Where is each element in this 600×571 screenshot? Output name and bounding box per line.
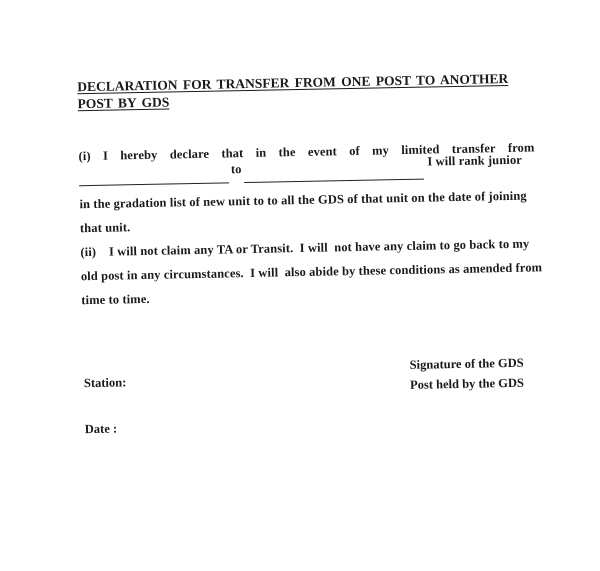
- document-title: DECLARATION FOR TRANSFER FROM ONE POST TO ANOTHER POST BY GDS: [77, 70, 509, 112]
- word: that: [221, 146, 244, 161]
- word: hereby: [120, 147, 158, 163]
- word: declare: [169, 146, 210, 162]
- word: (i): [78, 148, 91, 164]
- post-held-label: Post held by the GDS: [409, 375, 525, 392]
- paragraph-i-line-4: that unit.: [79, 220, 131, 236]
- paragraph-i-line-3: in the gradation list of new unit to to all the GDS of that unit on the date of joining: [79, 188, 527, 212]
- paragraph-ii-line-2: old post in any circumstances. I will also abide by these conditions as amended from: [80, 260, 543, 284]
- word: event: [307, 144, 337, 159]
- signature-block: [409, 353, 524, 395]
- paragraph-ii: [80, 231, 543, 312]
- word: of: [349, 143, 360, 159]
- to-word: to: [230, 162, 242, 177]
- word: my: [371, 143, 390, 158]
- rank-junior-text: I will rank junior: [427, 152, 523, 169]
- signature-label: Signature of the GDS: [409, 355, 524, 372]
- word: the: [278, 145, 296, 160]
- from-post-blank: [79, 182, 229, 186]
- paragraph-i: [78, 135, 536, 240]
- to-post-blank: [244, 179, 424, 183]
- word: I: [102, 148, 109, 163]
- word: from: [507, 140, 535, 155]
- word: limited: [401, 142, 440, 158]
- paragraph-ii-line-1: (ii) I will not claim any TA or Transit. I will not have any claim to go back to my: [80, 236, 530, 260]
- date-label: Date :: [84, 421, 118, 437]
- word: in: [255, 145, 267, 160]
- station-label: Station:: [83, 375, 127, 391]
- paragraph-ii-line-3: time to time.: [81, 291, 150, 308]
- word: transfer: [451, 141, 496, 157]
